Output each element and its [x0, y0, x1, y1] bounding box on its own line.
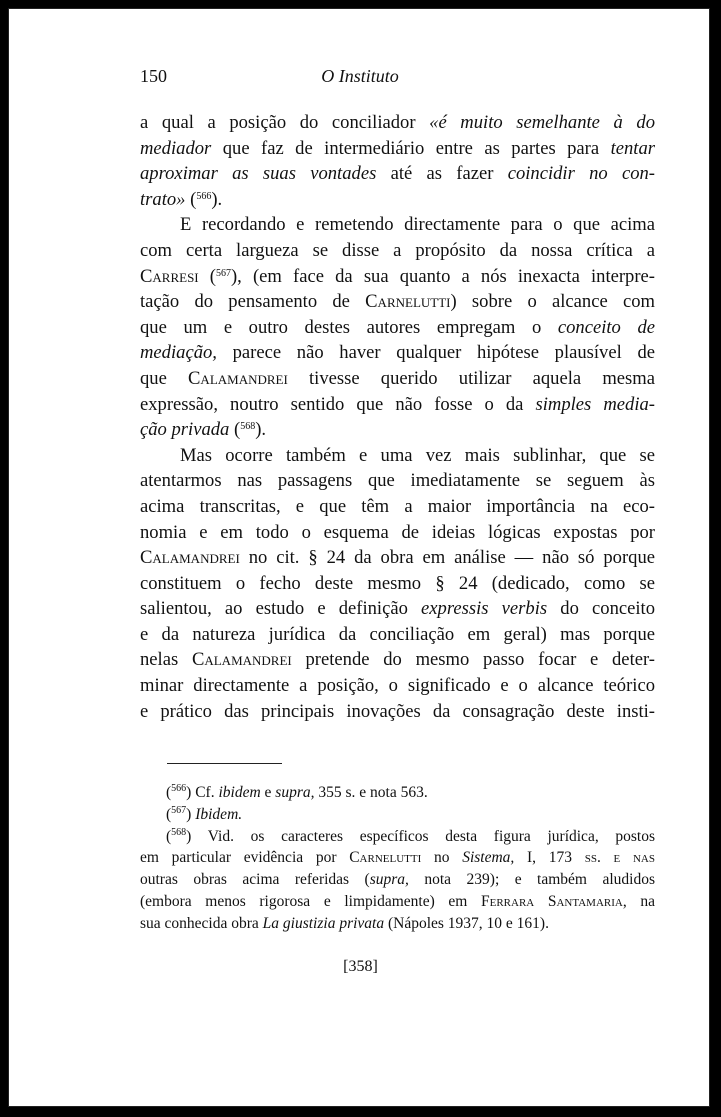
- text-line: Mas ocorre também e uma vez mais sublinhar, que se: [180, 444, 655, 466]
- text-line: que um e outro destes autores empregam o conceito de: [140, 316, 655, 338]
- footnote-567: ($^{567}$) Ibidem.: [166, 804, 243, 823]
- text-line: mediador que faz de intermediário entre as partes para tentar: [140, 137, 655, 159]
- footnote-568-line: (embora menos rigorosa e limpidamente) em Ferrara Santamaria, na: [140, 892, 655, 910]
- text-line: Carresi ($^{567}$), (em face da sua quanto a nós inexacta interpre-: [140, 265, 655, 287]
- page-number: 150: [140, 66, 167, 86]
- folio-number: [358]: [343, 958, 378, 975]
- text-line: tação do pensamento de Carnelutti) sobre o alcance com: [140, 291, 655, 313]
- text-line: Calamandrei no cit. § 24 da obra em análise — não só porque: [140, 547, 655, 569]
- footnote-568-line: outras obras acima referidas (supra, nota 239); e também aludidos: [140, 871, 655, 889]
- footnote-ref: 566: [196, 190, 212, 202]
- text-line: constituem o fecho deste mesmo § 24 (dedicado, como se: [140, 572, 655, 594]
- footnote-568: ($^{568}$) Vid. os caracteres específicos desta figura jurídica, postos: [166, 826, 655, 845]
- footnote-ref: 568: [240, 421, 256, 433]
- text-line: e prático das principais inovações da consagração deste insti-: [140, 700, 655, 722]
- text-line: E recordando e remetendo directamente para o que acima: [180, 214, 655, 236]
- footnotes: [140, 782, 655, 935]
- text-line: minar directamente a posição, o significado e o alcance teórico: [140, 675, 655, 697]
- text-line: nelas Calamandrei pretende do mesmo passo focar e deter-: [140, 649, 655, 671]
- text-line: nomia e em todo o esquema de ideias lógicas expostas por: [140, 521, 655, 543]
- text-line: a qual a posição do conciliador «é muito semelhante à do: [140, 112, 655, 133]
- text-line: salientou, ao estudo e definição expressis verbis do conceito: [140, 598, 655, 620]
- text-line: com certa largueza se disse a propósito da nossa crítica a: [140, 239, 655, 261]
- footnote-566: ($^{566}$) Cf. ibidem e supra, 355 s. e nota 563.: [166, 783, 428, 801]
- text-line: mediação, parece não haver qualquer hipótese plausível de: [140, 342, 655, 364]
- footnote-568-line: em particular evidência por Carnelutti no Sistema, I, 173 ss. e nas: [140, 849, 655, 867]
- text-line: que Calamandrei tivesse querido utilizar aquela mesma: [140, 367, 655, 389]
- text-line: expressão, noutro sentido que não fosse o da simples media-: [140, 393, 655, 415]
- text-line: acima transcritas, e que têm a maior importância na eco-: [140, 495, 655, 517]
- running-title: O Instituto: [321, 66, 399, 86]
- footnote-568-line: sua conhecida obra La giustizia privata (Nápoles 1937, 10 e 161).: [140, 914, 549, 932]
- text-line: aproximar as suas vontades até as fazer coincidir no con-: [140, 163, 655, 185]
- text-line: trato» ($^{566}$).: [140, 188, 223, 210]
- page-header: [140, 66, 580, 92]
- footnote-ref: 567: [215, 267, 231, 279]
- footnote-divider: [167, 763, 282, 764]
- text-line: atentarmos nas passagens que imediatamente se seguem às: [140, 470, 655, 492]
- main-text: [140, 110, 655, 724]
- text-line: ção privada ($^{568}$).: [140, 419, 267, 441]
- text-line: e da natureza jurídica da conciliação em geral) mas porque: [140, 623, 655, 645]
